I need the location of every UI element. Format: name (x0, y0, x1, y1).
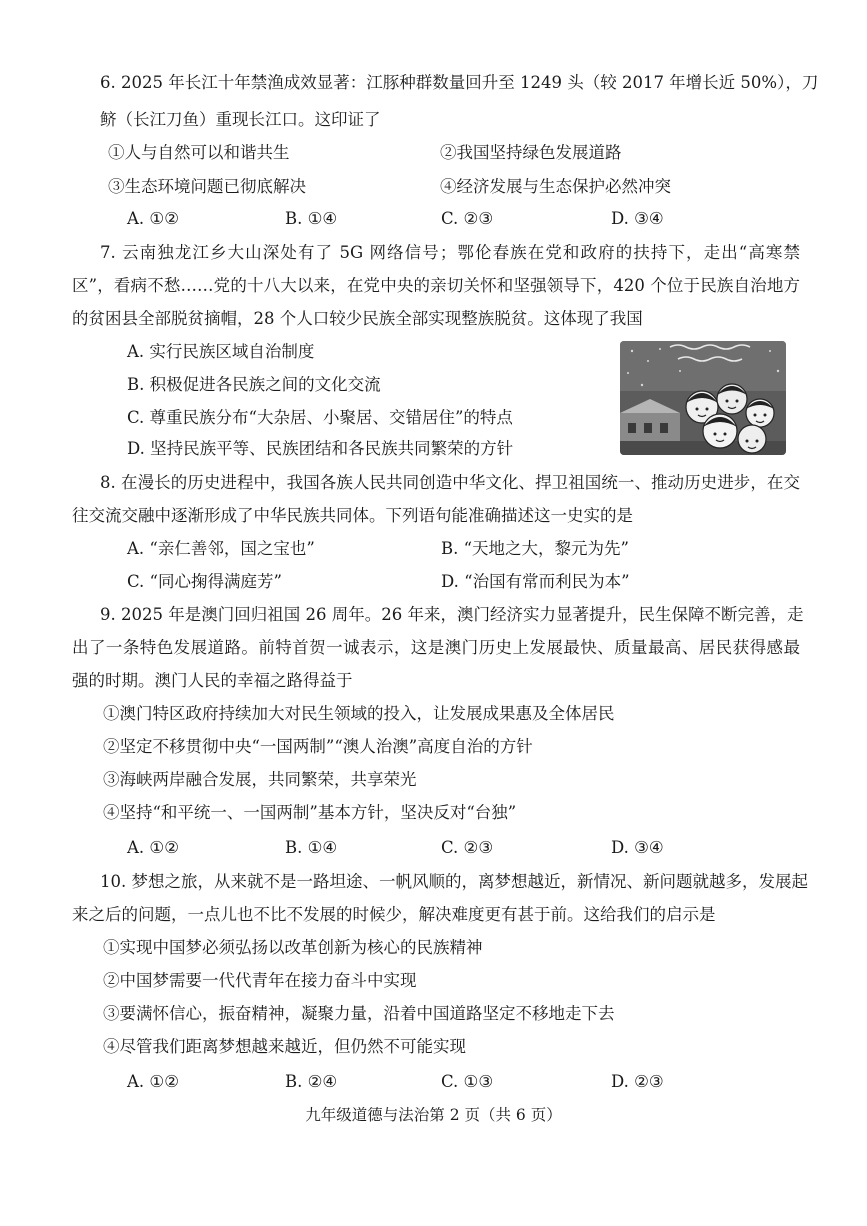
q9-choice-c[interactable]: C. ②③ (441, 838, 494, 857)
q6-choice-d[interactable]: D. ③④ (611, 209, 664, 228)
unity-illustration-graphic (620, 341, 786, 455)
q8-option-d[interactable]: D. “治国有常而利民为本” (441, 572, 630, 591)
q9-item-1: ①澳门特区政府持续加大对民生领域的投入，让发展成果惠及全体居民 (103, 704, 615, 723)
q8-option-c[interactable]: C. “同心掬得满庭芳” (127, 572, 282, 591)
q10-item-3: ③要满怀信心，振奋精神，凝聚力量，沿着中国道路坚定不移地走下去 (103, 1004, 615, 1023)
q9-stem-line2: 出了一条特色发展道路。前特首贺一诚表示，这是澳门历史上发展最快、质量最高、居民获得感最 (72, 638, 800, 657)
q9-item-2: ②坚定不移贯彻中央“一国两制”“澳人治澳”高度自治的方针 (103, 737, 533, 756)
q7-option-c[interactable]: C. 尊重民族分布“大杂居、小聚居、交错居住”的特点 (127, 408, 513, 427)
q6-item-1: ①人与自然可以和谐共生 (108, 143, 290, 162)
q8-option-a[interactable]: A. “亲仁善邻，国之宝也” (127, 539, 315, 558)
q7-option-b[interactable]: B. 积极促进各民族之间的文化交流 (127, 375, 381, 394)
q6-item-2: ②我国坚持绿色发展道路 (440, 143, 622, 162)
q7-stem-line2: 区”，看病不愁……党的十八大以来，在党中央的亲切关怀和坚强领导下，420 个位于民族自治地方 (72, 276, 800, 295)
q6-choice-b[interactable]: B. ①④ (285, 209, 338, 228)
q6-stem-line1: 6. 2025 年长江十年禁渔成效显著：江豚种群数量回升至 1249 头（较 2017 年增长近 50%），刀 (100, 73, 819, 92)
q8-stem-line2: 往交流交融中逐渐形成了中华民族共同体。下列语句能准确描述这一史实的是 (72, 506, 633, 525)
q9-stem-line3: 强的时期。澳门人民的幸福之路得益于 (72, 671, 353, 690)
q10-choice-c[interactable]: C. ①③ (441, 1072, 494, 1091)
q6-choice-c[interactable]: C. ②③ (441, 209, 494, 228)
q7-option-a[interactable]: A. 实行民族区域自治制度 (127, 342, 315, 361)
q7-stem-line3: 的贫困县全部脱贫摘帽，28 个人口较少民族全部实现整族脱贫。这体现了我国 (72, 309, 643, 328)
q6-item-3: ③生态环境问题已彻底解决 (108, 177, 306, 196)
q6-stem-line2: 鲚（长江刀鱼）重现长江口。这印证了 (100, 110, 381, 129)
q10-stem-line2: 来之后的问题，一点儿也不比不发展的时候少，解决难度更有甚于前。这给我们的启示是 (72, 905, 716, 924)
unity-illustration (620, 341, 786, 455)
q10-choice-b[interactable]: B. ②④ (285, 1072, 338, 1091)
q9-item-4: ④坚持“和平统一、一国两制”基本方针，坚决反对“台独” (103, 803, 517, 822)
page-footer: 九年级道德与法治第 2 页（共 6 页） (305, 1106, 562, 1124)
q9-choice-d[interactable]: D. ③④ (611, 838, 664, 857)
q9-item-3: ③海峡两岸融合发展，共同繁荣，共享荣光 (103, 770, 417, 789)
q7-stem-line1: 7. 云南独龙江乡大山深处有了 5G 网络信号；鄂伦春族在党和政府的扶持下，走出“高寒禁 (100, 243, 800, 262)
q10-stem-line1: 10. 梦想之旅，从来就不是一路坦途、一帆风顺的，离梦想越近，新情况、新问题就越多，发展起 (100, 872, 808, 891)
q9-choice-b[interactable]: B. ①④ (285, 838, 338, 857)
q9-choice-a[interactable]: A. ①② (127, 838, 179, 857)
q10-choice-a[interactable]: A. ①② (127, 1072, 179, 1091)
q10-item-1: ①实现中国梦必须弘扬以改革创新为核心的民族精神 (103, 938, 483, 957)
q7-option-d[interactable]: D. 坚持民族平等、民族团结和各民族共同繁荣的方针 (127, 439, 514, 458)
q10-item-4: ④尽管我们距离梦想越来越近，但仍然不可能实现 (103, 1037, 466, 1056)
q6-choice-a[interactable]: A. ①② (127, 209, 179, 228)
q10-item-2: ②中国梦需要一代代青年在接力奋斗中实现 (103, 971, 417, 990)
q8-option-b[interactable]: B. “天地之大，黎元为先” (441, 539, 629, 558)
q8-stem-line1: 8. 在漫长的历史进程中，我国各族人民共同创造中华文化、捍卫祖国统一、推动历史进步，在交 (100, 473, 800, 492)
q6-item-4: ④经济发展与生态保护必然冲突 (440, 177, 671, 196)
q9-stem-line1: 9. 2025 年是澳门回归祖国 26 周年。26 年来，澳门经济实力显著提升，民生保障不断完善，走 (100, 605, 804, 624)
q10-choice-d[interactable]: D. ②③ (611, 1072, 664, 1091)
